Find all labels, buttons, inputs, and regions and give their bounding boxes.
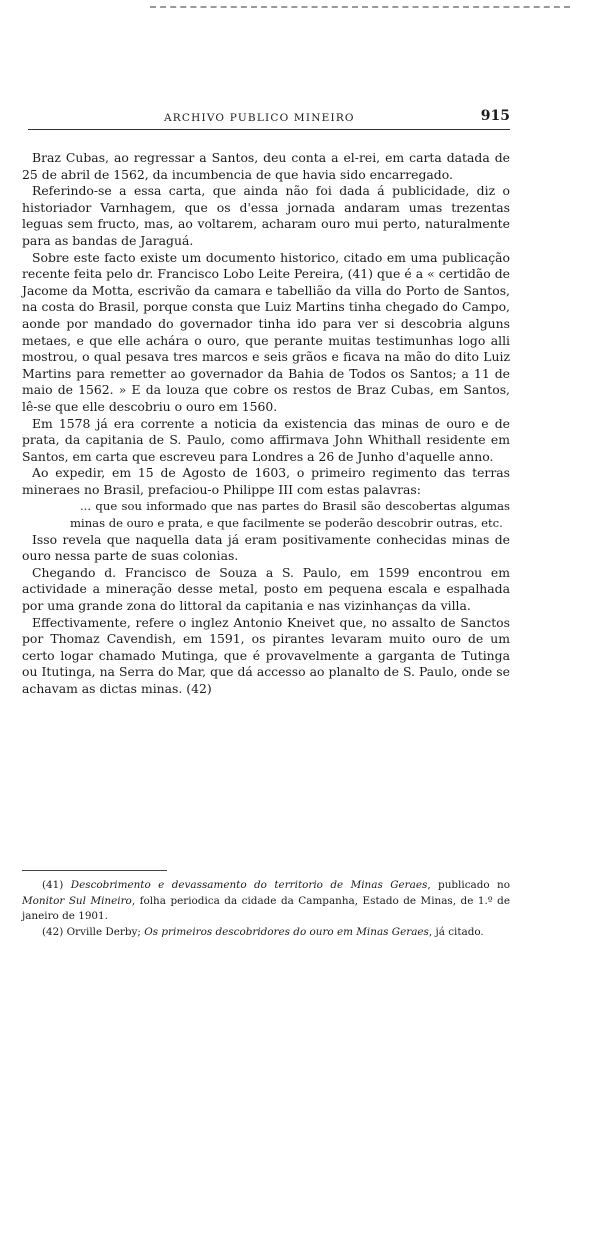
footnote-41: (41) Descobrimento e devassamento do territorio de Minas Geraes, publicado no Monitor Sul Mineiro, folha periodica da cidade da Campanha, Estado de Minas, de 1.º de janeiro de 1901.: [22, 879, 510, 922]
footnote-title: Os primeiros descobridores do ouro em Minas Geraes: [144, 925, 429, 938]
paragraph: Em 1578 já era corrente a noticia da existencia das minas de ouro e de prata, da capitania de S. Paulo, como affirmava John Whithall residente em Santos, em carta que escreveu para Londres a 26 de Junho d'aquelle anno.: [22, 415, 510, 464]
paragraph: Effectivamente, refere o inglez Antonio Kneivet que, no assalto de Sanctos por Thomaz Cavendish, em 1591, os pirantes levaram muito ouro de um certo logar chamado Mutinga, que é provavelmente a garganta de Tutinga ou Itutinga, na Serra do Mar, que dá accesso ao planalto de S. Paulo, onde se achavam as dictas minas. (42): [22, 614, 510, 696]
top-edge-rule: [150, 6, 570, 8]
header-rule: [28, 129, 510, 130]
page-number: 915: [480, 108, 510, 124]
footnote-marker: (41): [42, 879, 64, 891]
running-title: ARCHIVO PUBLICO MINEIRO: [164, 112, 355, 124]
paragraph: Referindo-se a essa carta, que ainda não foi dada á publicidade, diz o historiador Varnhagem, que os d'essa jornada andaram umas trezentas leguas sem fructo, mas, ao voltarem, acharam ouro mui perto, naturalmente para as bandas de Jaraguá.: [22, 183, 510, 248]
footnote-rule: [22, 870, 167, 871]
body-text: [22, 150, 510, 698]
paragraph: Braz Cubas, ao regressar a Santos, deu conta a el-rei, em carta datada de 25 de abril de 1562, da incumbencia de que havia sido encarregado.: [22, 150, 510, 182]
paragraph: Sobre este facto existe um documento historico, citado em uma publicação recente feita pelo dr. Francisco Lobo Leite Pereira, (41) que é a « certidão de Jacome da Motta, escrivão da camara e tabellião da villa do Porto de Santos, na costa do Brasil, porque consta que Luiz Martins tinha chegado do Campo, aonde por mandado do governador tinha ido para ver si descobria alguns metaes, e que elle achára o ouro, que perante muitas testimunhas logo alli mostrou, o qual pesava tres marcos e seis grãos e ficava na mão do dito Luiz Martins para remetter ao governador da Bahia de Todos os Santos; a 11 de maio de 1562. » E da louza que cobre os restos de Braz Cubas, em Santos, lê-se que elle descobriu o ouro em 1560.: [22, 249, 510, 414]
footnote-periodical: Monitor Sul Mineiro: [22, 894, 132, 907]
footnotes: [22, 878, 510, 940]
footnote-marker: (42): [42, 925, 64, 938]
paragraph: Ao expedir, em 15 de Agosto de 1603, o primeiro regimento das terras mineraes no Brasil, prefaciou-o Philippe III com estas palavras:: [22, 465, 510, 497]
block-quote: ... que sou informado que nas partes do Brasil são descobertas algumas minas de ouro e prata, e que facilmente se poderão descobrir outras, etc.: [70, 499, 510, 531]
paragraph: Isso revela que naquella data já eram positivamente conhecidas minas de ouro nessa parte de suas colonias.: [22, 531, 510, 564]
footnote-42: (42) Orville Derby; Os primeiros descobridores do ouro em Minas Geraes, já citado.: [42, 925, 484, 938]
footnote-title: Descobrimento e devassamento do territorio de Minas Geraes: [70, 879, 428, 891]
footnote-author: Orville Derby;: [66, 925, 141, 938]
paragraph: Chegando d. Francisco de Souza a S. Paulo, em 1599 encontrou em actividade a mineração desse metal, posto em pequena escala e espalhada por uma grande zona do littoral da capitania e nas vizinhanças da villa.: [22, 564, 510, 614]
page-header: [28, 108, 510, 130]
